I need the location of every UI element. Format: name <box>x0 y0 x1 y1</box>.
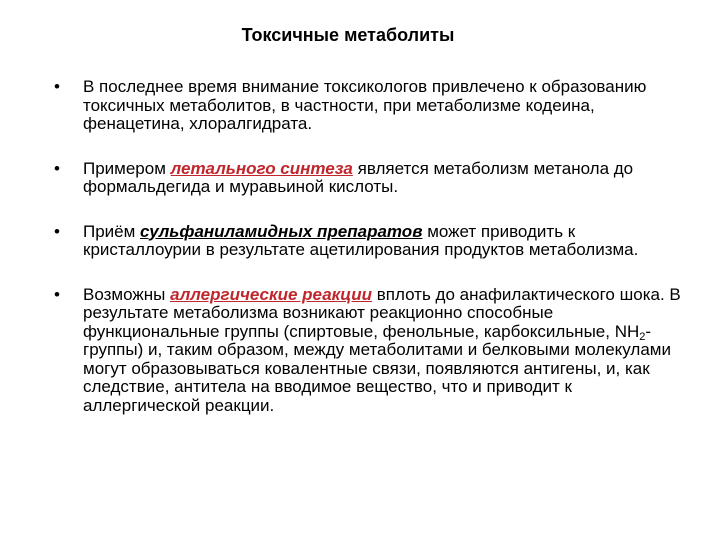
bullet-text-before: Возможны <box>83 284 171 304</box>
bullet-dot-icon: • <box>54 284 60 304</box>
highlight-term-allergic-reactions: аллергические реакции <box>170 284 373 304</box>
highlight-term-sulfonamides: сульфаниламидных препаратов <box>140 221 423 241</box>
bullet-text-before: Примером <box>83 158 171 178</box>
bullet-dot-icon: • <box>54 221 60 241</box>
bullet-text-after: может приводить к кристаллоурии в результате ацетилирования продуктов метаболизма. <box>83 221 639 259</box>
bullet-text-before: Приём <box>83 221 141 241</box>
bullet-list <box>50 78 690 415</box>
bullet-item-allergic-reactions <box>50 286 690 416</box>
bullet-dot-icon: • <box>54 158 60 178</box>
bullet-item-metabolites <box>50 78 690 134</box>
bullet-text: В последнее время внимание токсикологов привлечено к образованию токсичных метаболитов, в частности, при метаболизме кодеина, фенацетина, хлоралгидрата. <box>83 77 647 133</box>
bullet-item-sulfonamides <box>50 223 690 260</box>
bullet-text-after-1: вплоть до анафилактического шока. В результате метаболизма возникают реакционно способные функциональные группы (спиртовые, фенольные, карбоксильные, NH <box>83 284 681 341</box>
bullet-text-after: является метаболизм метанола до формальдегида и муравьиной кислоты. <box>83 158 634 196</box>
slide-title: Токсичные метаболиты <box>241 25 455 45</box>
bullet-dot-icon: • <box>54 77 60 96</box>
bullet-text-after-2: -группы) и, таким образом, между метаболитами и белковыми молекулами могут образовываться ковалентные связи, появляются антигены, и, как следствие, антитела на вводимое вещество, что и приводит к аллергической реакции. <box>83 321 671 415</box>
bullet-item-lethal-synthesis <box>50 160 690 197</box>
highlight-term-lethal-synthesis: летального синтеза <box>170 158 353 178</box>
subscript-2: 2 <box>639 330 646 343</box>
